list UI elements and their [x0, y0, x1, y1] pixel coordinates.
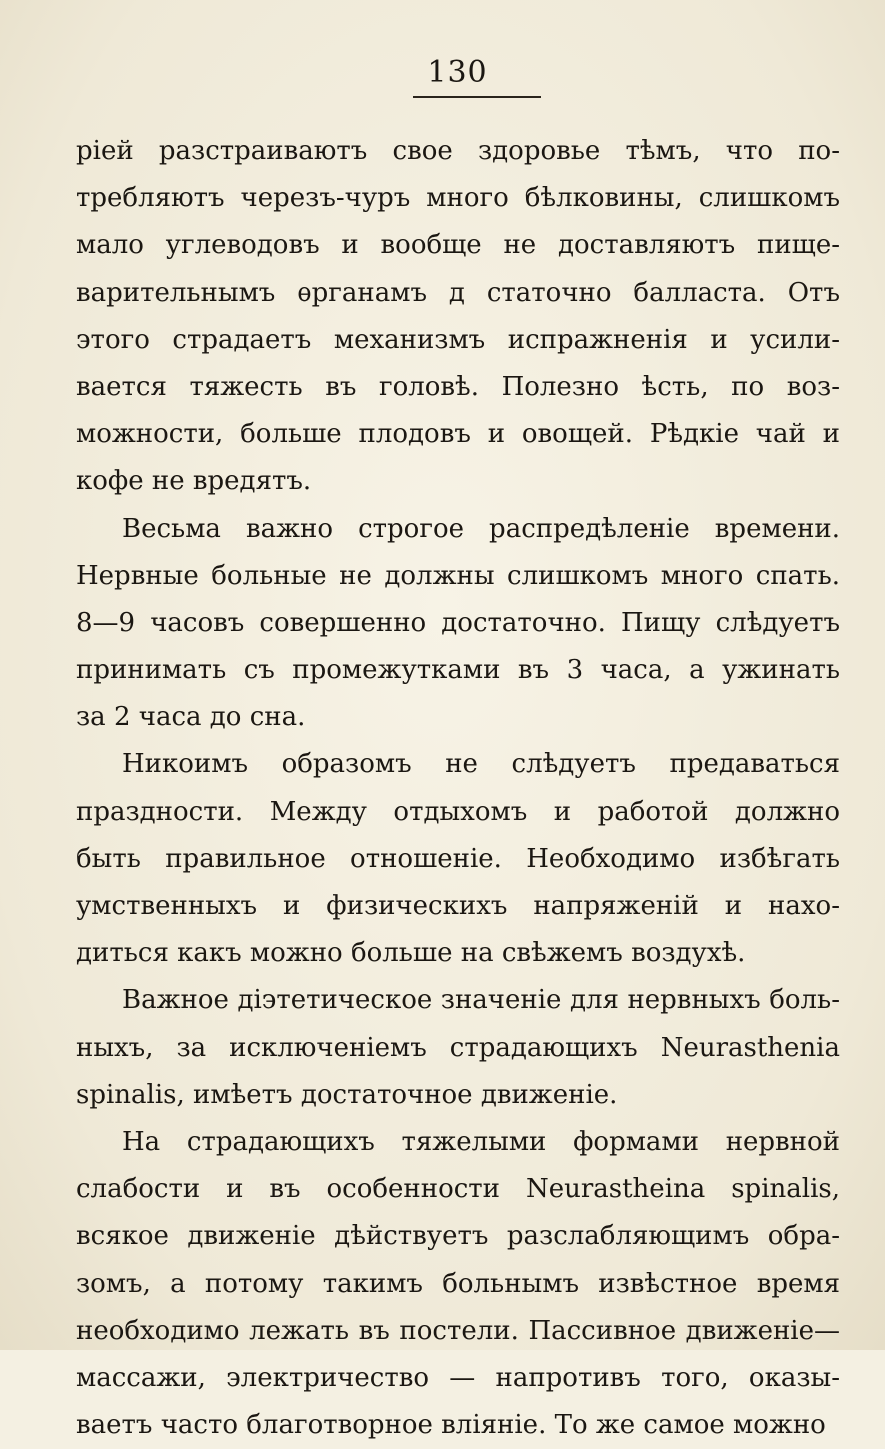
text-line: можности, больше плодовъ и овощей. Рѣдкіе чай и: [76, 419, 840, 450]
text-line: Важное діэтетическое значеніе для нервныхъ боль-: [122, 985, 840, 1016]
text-line: Нервные больные не должны слишкомъ много спать.: [76, 560, 840, 591]
paragraph: [76, 506, 840, 742]
text-line: Весьма важно строгое распредѣленіе времени.: [122, 513, 840, 544]
page-header: [0, 55, 885, 91]
paragraph: [76, 977, 840, 1119]
text-line: быть правильное отношеніе. Необходимо избѣгать: [76, 843, 840, 874]
paragraph: [76, 741, 840, 977]
paragraph: [76, 128, 840, 506]
header-rule: [413, 96, 541, 98]
page-number: 130: [427, 55, 488, 90]
body-text: [76, 128, 840, 1449]
text-line: кофе не вредятъ.: [76, 466, 312, 497]
text-line: за 2 часа до сна.: [76, 702, 306, 733]
text-line: слабости и въ особенности Neurastheina spinalis,: [76, 1174, 840, 1205]
text-line: всякое движеніе дѣйствуетъ разслабляющимъ обра-: [76, 1221, 840, 1252]
text-line: ныхъ, за исключеніемъ страдающихъ Neurasthenia: [76, 1032, 840, 1063]
text-line: этого страдаетъ механизмъ испражненія и усили-: [76, 324, 840, 355]
text-line: зомъ, а потому такимъ больнымъ извѣстное время: [76, 1268, 840, 1299]
paragraph: [76, 1119, 840, 1449]
text-line: диться какъ можно больше на свѣжемъ воздухѣ.: [76, 938, 746, 969]
text-line: праздности. Между отдыхомъ и работой должно: [76, 796, 840, 827]
text-line: массажи, электричество — напротивъ того, оказы-: [76, 1362, 840, 1393]
text-line: ріей разстраиваютъ свое здоровье тѣмъ, что по-: [76, 136, 840, 166]
text-line: мало углеводовъ и вообще не доставляютъ пище-: [76, 230, 840, 261]
text-line: принимать съ промежутками въ 3 часа, а ужинать: [76, 655, 840, 686]
text-line: варительнымъ ѳрганамъ д статочно балласта. Отъ: [76, 277, 840, 308]
text-line: вается тяжесть въ головѣ. Полезно ѣсть, по воз-: [76, 371, 840, 402]
text-line: ваетъ часто благотворное вліяніе. То же самое можно: [76, 1410, 826, 1441]
text-line: требляютъ черезъ-чуръ много бѣлковины, слишкомъ: [76, 183, 840, 214]
text-line: На страдающихъ тяжелыми формами нервной: [122, 1126, 840, 1157]
text-line: необходимо лежать въ постели. Пассивное движеніе—: [76, 1315, 840, 1346]
text-line: 8—9 часовъ совершенно достаточно. Пищу слѣдуетъ: [76, 607, 840, 638]
text-line: spinalis, имѣетъ достаточное движеніе.: [76, 1079, 618, 1110]
text-line: умственныхъ и физическихъ напряженій и нахо-: [76, 891, 840, 921]
text-line: Никоимъ образомъ не слѣдуетъ предаваться: [122, 749, 840, 780]
